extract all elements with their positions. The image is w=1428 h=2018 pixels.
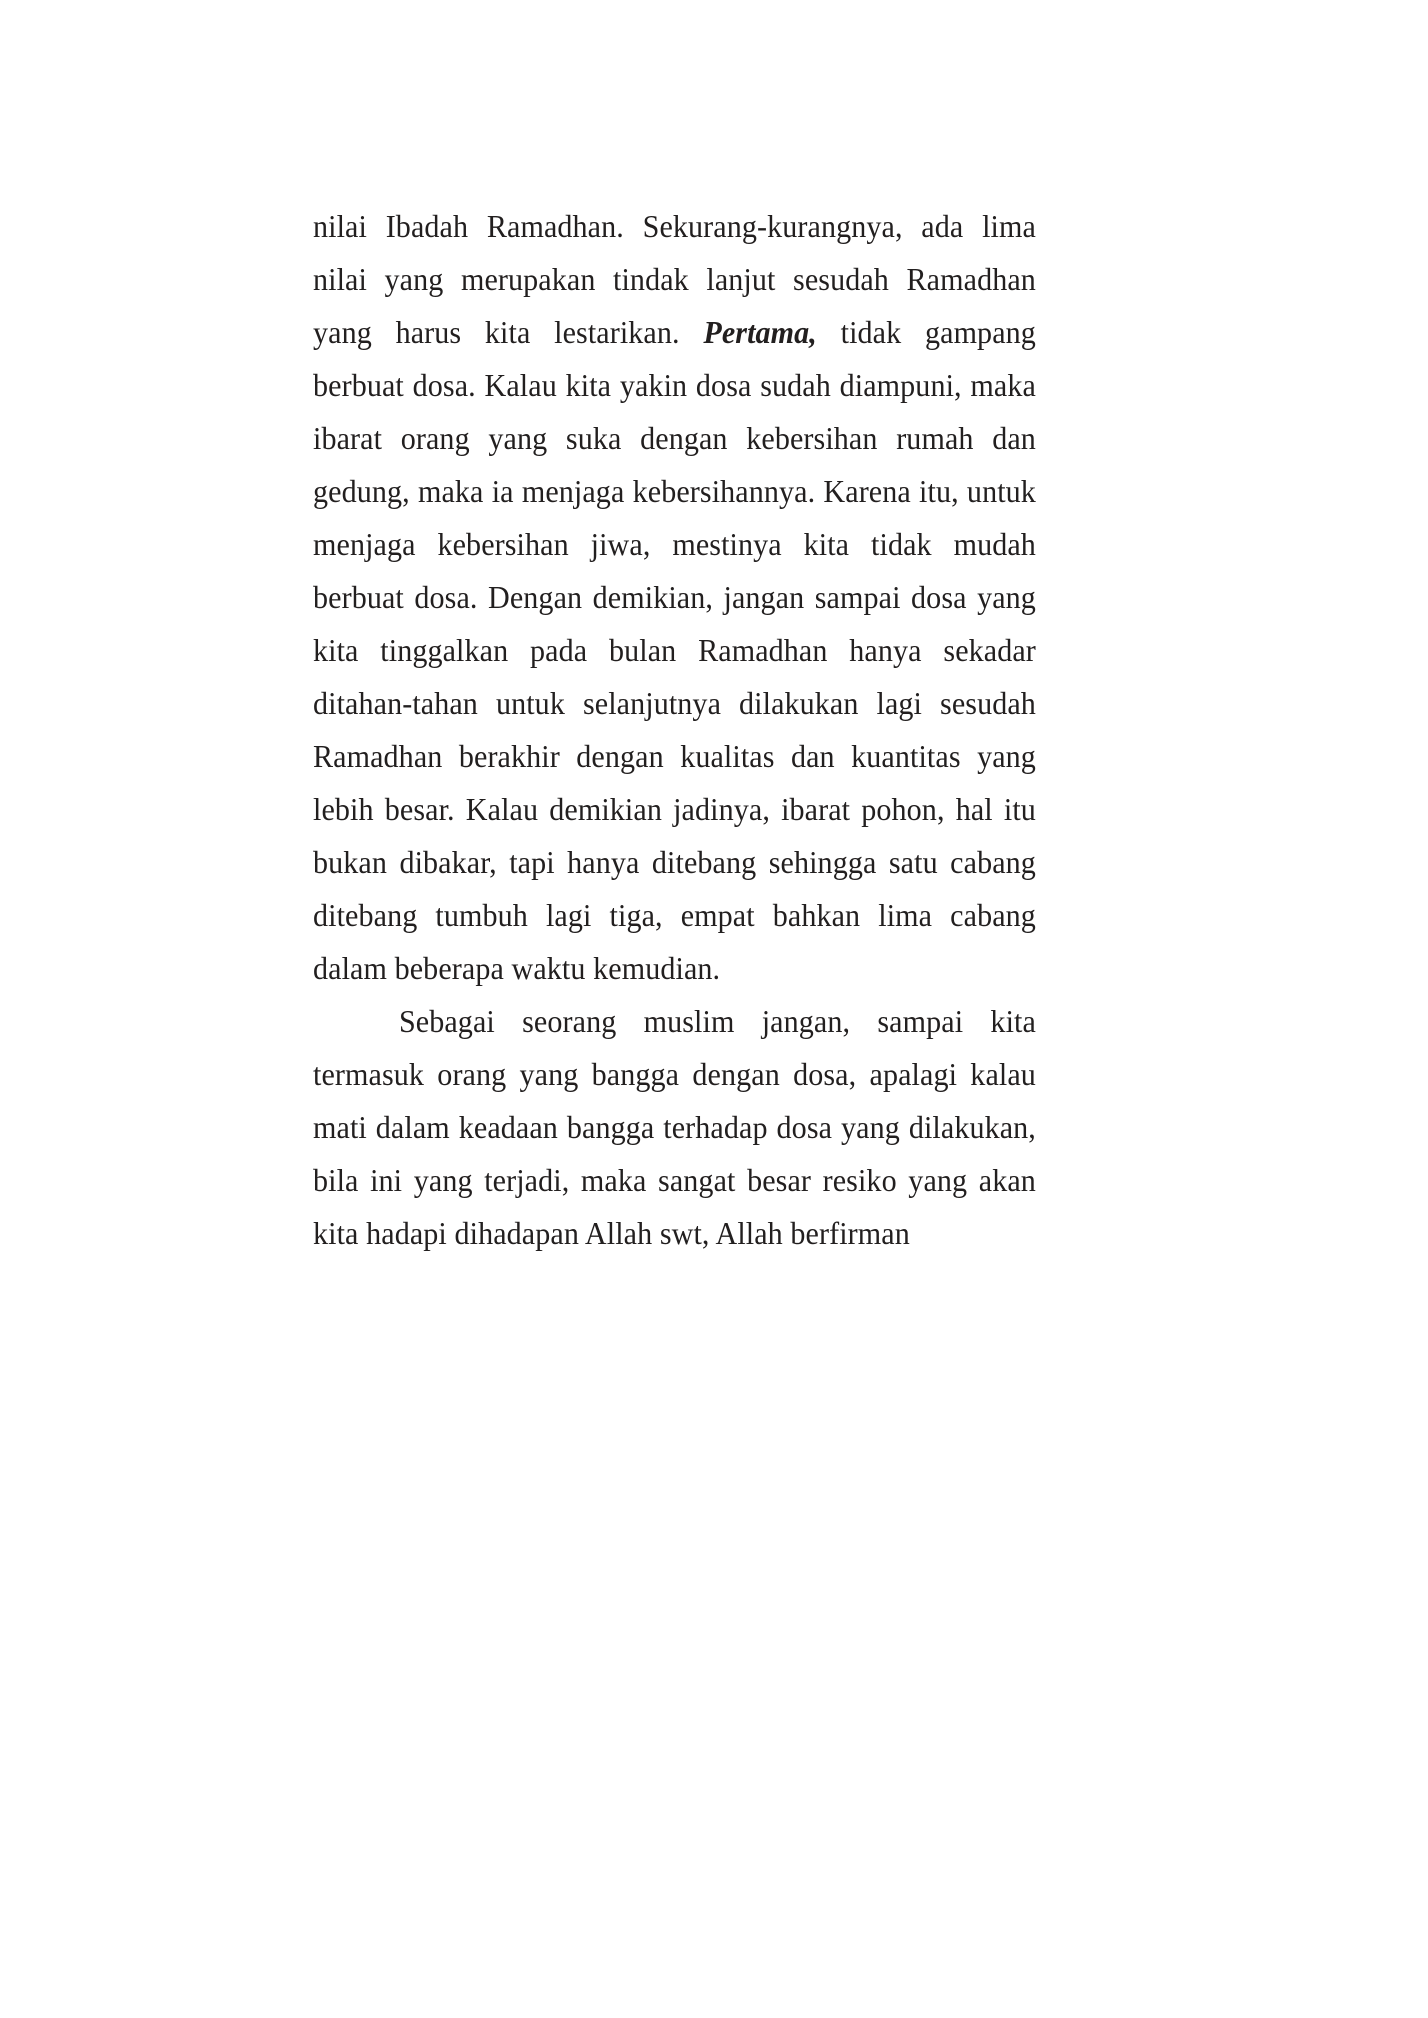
paragraph-1-emphasis-pertama: Pertama, — [703, 315, 817, 350]
paragraph-2 — [313, 995, 1036, 1260]
paragraph-1 — [313, 200, 1036, 995]
body-text-block — [313, 200, 1070, 1260]
paragraph-2-run-1: Sebagai seorang muslim jangan, sampai kita termasuk orang yang bangga dengan dosa, apalagi kalau mati dalam keadaan bangga terhadap dosa yang dilakukan, bila ini yang terjadi, maka sangat besar resiko yang akan kita hadapi dihadapan Allah swt, Allah berfirman — [313, 1004, 1036, 1251]
paragraph-1-run-3: tidak gampang berbuat dosa. Kalau kita yakin dosa sudah diampuni, maka ibarat orang yang suka dengan kebersihan rumah dan gedung, maka ia menjaga kebersihannya. Karena itu, untuk menjaga kebersihan jiwa, mestinya kita tidak mudah berbuat dosa. Dengan demikian, jangan sampai dosa yang kita tinggalkan pada bulan Ramadhan hanya sekadar ditahan-tahan untuk selanjutnya dilakukan lagi sesudah Ramadhan berakhir dengan kualitas dan kuantitas yang lebih besar. Kalau demikian jadinya, ibarat pohon, hal itu bukan dibakar, tapi hanya ditebang sehingga satu cabang ditebang tumbuh lagi tiga, empat bahkan lima cabang dalam beberapa waktu kemudian. — [313, 315, 1036, 986]
paragraph-1-run-1: nilai Ibadah Ramadhan. Sekurang-kurangnya, ada lima nilai yang merupakan tindak lanjut sesudah Ramadhan yang harus kita lestarikan. — [313, 209, 1036, 350]
